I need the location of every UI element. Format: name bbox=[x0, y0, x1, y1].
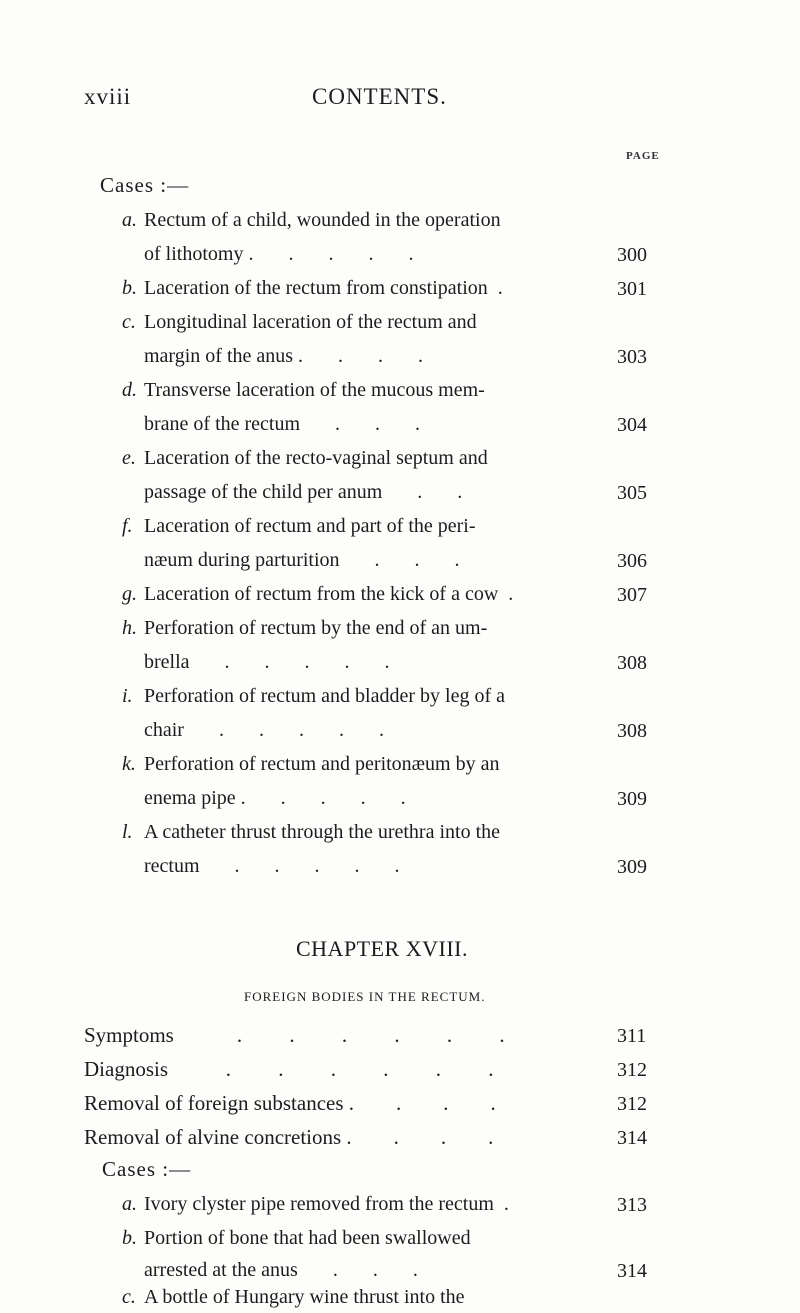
toc-entry bbox=[122, 1187, 509, 1221]
page-ref: 312 bbox=[617, 1059, 647, 1081]
entry-letter: l. bbox=[122, 821, 133, 843]
entry-text: Laceration of rectum and part of the peri- bbox=[144, 515, 476, 537]
toc-entry bbox=[122, 679, 505, 713]
entry-text: Portion of bone that had been swallowed bbox=[144, 1227, 471, 1249]
entry-text: A catheter thrust through the urethra into the bbox=[144, 821, 501, 843]
entry-text: Rectum of a child, wounded in the operation bbox=[144, 209, 501, 231]
page-ref: 312 bbox=[617, 1093, 647, 1115]
entry-continuation: margin of the anus . . . . bbox=[144, 345, 424, 367]
toc-entry bbox=[122, 373, 485, 407]
entry-letter: d. bbox=[122, 379, 137, 401]
page-ref: 307 bbox=[617, 584, 647, 606]
page-ref: 314 bbox=[617, 1260, 647, 1282]
topic-entry: Symptoms . . . . . . bbox=[84, 1023, 505, 1047]
entry-continuation: arrested at the anus . . . bbox=[144, 1259, 418, 1281]
entry-continuation: chair . . . . . bbox=[144, 719, 384, 741]
entry-letter: c. bbox=[122, 311, 136, 333]
page-ref: 309 bbox=[617, 856, 647, 878]
entry-text: Transverse laceration of the mucous mem- bbox=[144, 379, 485, 401]
chapter-subtitle: FOREIGN BODIES IN THE RECTUM. bbox=[244, 989, 486, 1004]
page-ref: 303 bbox=[617, 346, 647, 368]
entry-letter: g. bbox=[122, 583, 137, 605]
entry-continuation: rectum . . . . . bbox=[144, 855, 400, 877]
toc-entry bbox=[122, 815, 500, 849]
entry-continuation: næum during parturition . . . bbox=[144, 549, 460, 571]
page-ref: 309 bbox=[617, 788, 647, 810]
toc-entry bbox=[122, 305, 477, 339]
entry-letter: h. bbox=[122, 617, 137, 639]
toc-entry bbox=[122, 577, 513, 611]
toc-entry bbox=[122, 441, 488, 475]
topic-entry: Removal of foreign substances . . . . bbox=[84, 1091, 496, 1115]
entry-text: Longitudinal laceration of the rectum and bbox=[144, 311, 477, 333]
entry-letter: b. bbox=[122, 277, 137, 299]
entry-letter: i. bbox=[122, 685, 133, 707]
page-ref: 304 bbox=[617, 414, 647, 436]
page-ref: 305 bbox=[617, 482, 647, 504]
page-ref: 311 bbox=[617, 1025, 647, 1047]
entry-text: Laceration of rectum from the kick of a cow . bbox=[144, 583, 514, 605]
entry-continuation: of lithotomy . . . . . bbox=[144, 243, 414, 265]
page-ref: 314 bbox=[617, 1127, 647, 1149]
entry-letter: k. bbox=[122, 753, 136, 775]
entry-continuation: enema pipe . . . . . bbox=[144, 787, 406, 809]
chapter-title: CHAPTER XVIII. bbox=[296, 936, 468, 961]
topic-entry: Diagnosis . . . . . . bbox=[84, 1057, 494, 1081]
page-column-label: PAGE bbox=[626, 150, 660, 162]
page-ref: 301 bbox=[617, 278, 647, 300]
entry-text: Perforation of rectum and bladder by leg of a bbox=[144, 685, 505, 707]
entry-text: A bottle of Hungary wine thrust into the bbox=[144, 1286, 465, 1308]
page-ref: 300 bbox=[617, 244, 647, 266]
entry-letter: f. bbox=[122, 515, 133, 537]
entry-text: Laceration of the rectum from constipation . bbox=[144, 277, 503, 299]
page-ref: 313 bbox=[617, 1194, 647, 1216]
entry-text: Perforation of rectum by the end of an um- bbox=[144, 617, 488, 639]
toc-entry bbox=[122, 203, 501, 237]
entry-letter: a. bbox=[122, 1193, 137, 1215]
topic-entry: Removal of alvine concretions . . . . bbox=[84, 1125, 494, 1149]
running-title: CONTENTS. bbox=[312, 84, 447, 109]
cases-heading: Cases :— bbox=[100, 173, 190, 197]
entry-letter: b. bbox=[122, 1227, 137, 1249]
entry-continuation: brella . . . . . bbox=[144, 651, 390, 673]
toc-entry bbox=[122, 611, 487, 645]
toc-entry bbox=[122, 271, 503, 305]
entry-letter: a. bbox=[122, 209, 137, 231]
entry-text: Laceration of the recto-vaginal septum and bbox=[144, 447, 488, 469]
toc-entry bbox=[122, 1283, 465, 1311]
entry-text: Ivory clyster pipe removed from the rectum . bbox=[144, 1193, 509, 1215]
entry-letter: e. bbox=[122, 447, 136, 469]
running-page-number: xviii bbox=[84, 84, 132, 109]
page-ref: 308 bbox=[617, 720, 647, 742]
chapter-cases-heading: Cases :— bbox=[102, 1157, 192, 1181]
entry-continuation: brane of the rectum . . . bbox=[144, 413, 421, 435]
toc-entry bbox=[122, 509, 476, 543]
page-ref: 308 bbox=[617, 652, 647, 674]
entry-text: Perforation of rectum and peritonæum by an bbox=[144, 753, 500, 775]
toc-entry bbox=[122, 1221, 471, 1255]
page-ref: 306 bbox=[617, 550, 647, 572]
toc-entry bbox=[122, 747, 499, 781]
entry-letter: c. bbox=[122, 1286, 136, 1308]
entry-continuation: passage of the child per anum . . bbox=[144, 481, 463, 503]
